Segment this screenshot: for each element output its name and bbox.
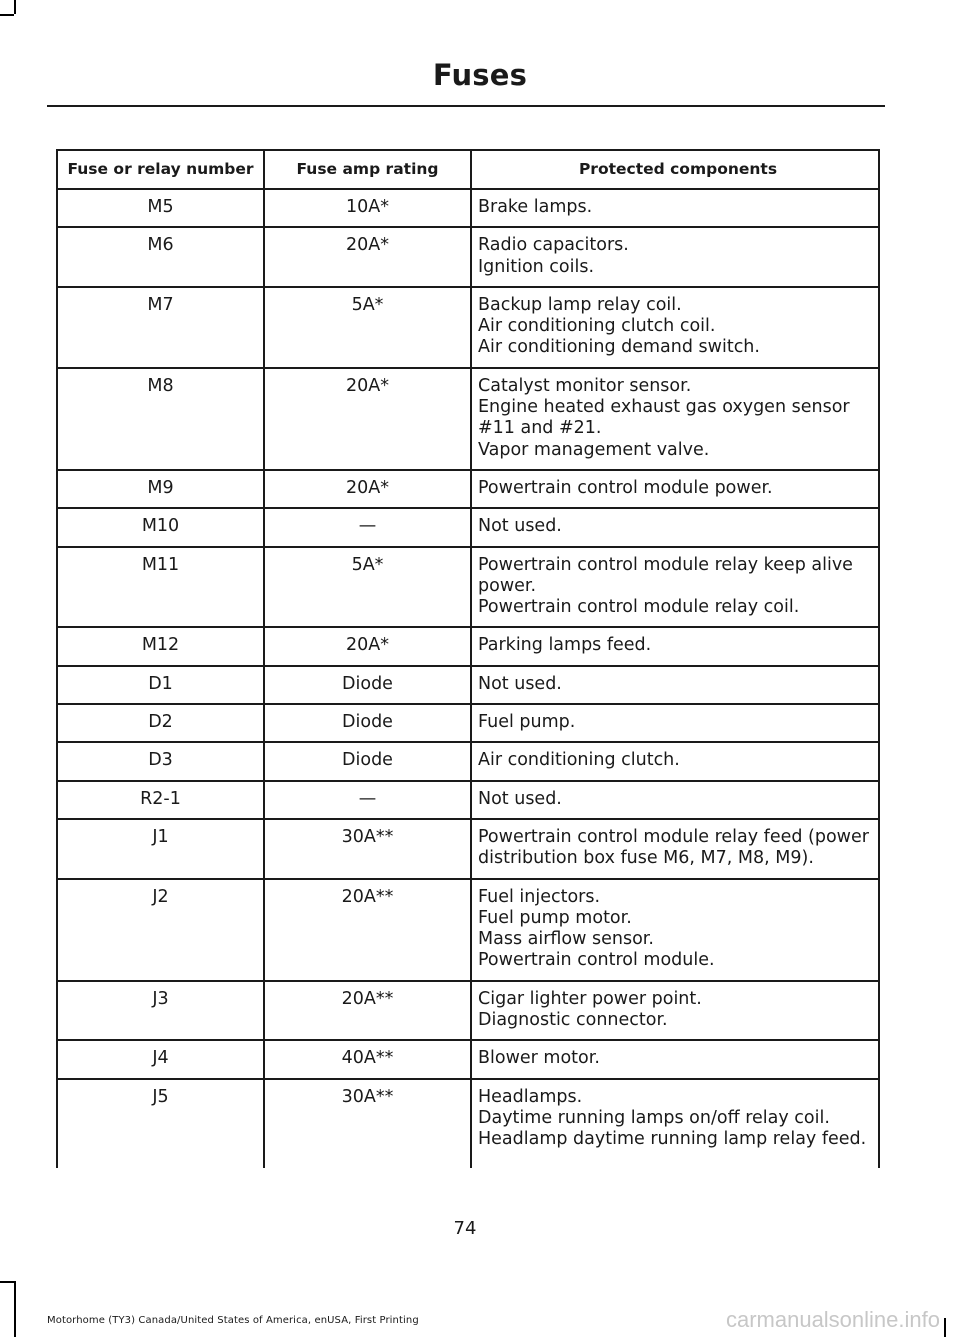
- amp-rating-cell: 40A**: [264, 1040, 471, 1078]
- table-row: [57, 1040, 879, 1078]
- table-row: [57, 547, 879, 628]
- component-line: Radio capacitors.: [478, 235, 629, 256]
- fuse-number-cell: J2: [57, 879, 264, 981]
- amp-rating-cell: 30A**: [264, 1079, 471, 1168]
- table-row: [57, 227, 879, 287]
- protected-components-cell: [471, 742, 879, 780]
- fuse-number-cell: J5: [57, 1079, 264, 1168]
- protected-components-cell: [471, 704, 879, 742]
- protected-components-cell: [471, 547, 879, 628]
- protected-components-cell: [471, 189, 879, 227]
- crop-mark-bottom-left: [0, 1281, 14, 1283]
- amp-rating-cell: 20A**: [264, 981, 471, 1041]
- fuse-number-cell: M12: [57, 627, 264, 665]
- table-row: [57, 819, 879, 879]
- component-line: Vapor management valve.: [478, 439, 710, 460]
- table-row: [57, 666, 879, 704]
- component-line: Fuel injectors.: [478, 886, 601, 907]
- table-row: [57, 508, 879, 546]
- amp-rating-cell: 20A*: [264, 627, 471, 665]
- amp-rating-cell: 20A**: [264, 879, 471, 981]
- component-line: Headlamps.: [478, 1086, 583, 1107]
- component-line: Mass airflow sensor.: [478, 929, 654, 950]
- amp-rating-cell: 20A*: [264, 470, 471, 508]
- component-line: Not used.: [478, 516, 562, 537]
- fuse-number-cell: J4: [57, 1040, 264, 1078]
- protected-components-cell: [471, 508, 879, 546]
- amp-rating-cell: 5A*: [264, 287, 471, 368]
- component-line: Air conditioning clutch coil.: [478, 316, 716, 337]
- fuse-number-cell: M6: [57, 227, 264, 287]
- fuse-number-cell: M10: [57, 508, 264, 546]
- component-line: Not used.: [478, 788, 562, 809]
- fuse-number-cell: J1: [57, 819, 264, 879]
- footer-text: Motorhome (TY3) Canada/United States of America, enUSA, First Printing: [47, 1315, 419, 1326]
- fuse-number-cell: M8: [57, 368, 264, 470]
- component-line: Backup lamp relay coil.: [478, 294, 682, 315]
- fuse-number-cell: R2-1: [57, 781, 264, 819]
- protected-components-cell: [471, 227, 879, 287]
- table-row: [57, 470, 879, 508]
- component-line: Air conditioning clutch.: [478, 750, 680, 771]
- component-line: Air conditioning demand switch.: [478, 337, 760, 358]
- table-row: [57, 981, 879, 1041]
- protected-components-cell: [471, 368, 879, 470]
- crop-mark-top-left: [0, 14, 14, 16]
- fuse-number-cell: M5: [57, 189, 264, 227]
- watermark-logo: carmanualsonline.info: [725, 1307, 940, 1332]
- amp-rating-cell: —: [264, 781, 471, 819]
- amp-rating-cell: 5A*: [264, 547, 471, 628]
- column-header-protected-components: Protected components: [471, 150, 879, 189]
- fuse-number-cell: D3: [57, 742, 264, 780]
- crop-mark-bottom-left: [14, 1281, 16, 1337]
- component-line: Headlamp daytime running lamp relay feed.: [478, 1129, 867, 1150]
- protected-components-cell: [471, 819, 879, 879]
- fuse-number-cell: D2: [57, 704, 264, 742]
- fuse-table: [56, 149, 880, 1168]
- fuse-number-cell: M7: [57, 287, 264, 368]
- component-line: Powertrain control module relay keep alive power.: [478, 554, 853, 596]
- component-line: Diagnostic connector.: [478, 1010, 668, 1031]
- crop-mark-top-left: [14, 0, 16, 14]
- component-line: Daytime running lamps on/off relay coil.: [478, 1107, 830, 1128]
- amp-rating-cell: Diode: [264, 704, 471, 742]
- component-line: Powertrain control module relay coil.: [478, 597, 800, 618]
- amp-rating-cell: 10A*: [264, 189, 471, 227]
- protected-components-cell: [471, 470, 879, 508]
- component-line: Cigar lighter power point.: [478, 988, 702, 1009]
- table-row: [57, 189, 879, 227]
- page-title: Fuses: [432, 58, 528, 92]
- table-row: [57, 627, 879, 665]
- amp-rating-cell: Diode: [264, 666, 471, 704]
- table-row: [57, 742, 879, 780]
- fuse-table-body: [57, 189, 879, 1168]
- component-line: Ignition coils.: [478, 256, 595, 277]
- table-row: [57, 368, 879, 470]
- crop-mark-bottom-right: [944, 1318, 946, 1337]
- amp-rating-cell: 30A**: [264, 819, 471, 879]
- component-line: Not used.: [478, 673, 562, 694]
- page-number: 74: [453, 1218, 477, 1239]
- component-line: Powertrain control module.: [478, 950, 715, 971]
- amp-rating-cell: 20A*: [264, 227, 471, 287]
- column-header-fuse-number: Fuse or relay number: [57, 150, 264, 189]
- component-line: Engine heated exhaust gas oxygen sensor #11 and #21.: [478, 397, 850, 439]
- table-row: [57, 1079, 879, 1168]
- component-line: Powertrain control module power.: [478, 477, 773, 498]
- table-row: [57, 704, 879, 742]
- component-line: Fuel pump motor.: [478, 907, 632, 928]
- fuse-number-cell: M9: [57, 470, 264, 508]
- component-line: Catalyst monitor sensor.: [478, 375, 692, 396]
- protected-components-cell: [471, 781, 879, 819]
- title-divider: [47, 105, 885, 107]
- fuse-number-cell: M11: [57, 547, 264, 628]
- protected-components-cell: [471, 981, 879, 1041]
- component-line: Fuel pump.: [478, 712, 576, 733]
- protected-components-cell: [471, 1079, 879, 1168]
- component-line: Blower motor.: [478, 1048, 600, 1069]
- fuse-number-cell: D1: [57, 666, 264, 704]
- component-line: Powertrain control module relay feed (power distribution box fuse M6, M7, M8, M9).: [478, 826, 869, 869]
- amp-rating-cell: —: [264, 508, 471, 546]
- table-row: [57, 879, 879, 981]
- protected-components-cell: [471, 1040, 879, 1078]
- table-header-row: [57, 150, 879, 189]
- fuse-number-cell: J3: [57, 981, 264, 1041]
- protected-components-cell: [471, 879, 879, 981]
- protected-components-cell: [471, 627, 879, 665]
- table-row: [57, 287, 879, 368]
- component-line: Brake lamps.: [478, 197, 593, 217]
- protected-components-cell: [471, 287, 879, 368]
- column-header-amp-rating: Fuse amp rating: [264, 150, 471, 189]
- component-line: Parking lamps feed.: [478, 635, 652, 656]
- protected-components-cell: [471, 666, 879, 704]
- amp-rating-cell: 20A*: [264, 368, 471, 470]
- table-row: [57, 781, 879, 819]
- amp-rating-cell: Diode: [264, 742, 471, 780]
